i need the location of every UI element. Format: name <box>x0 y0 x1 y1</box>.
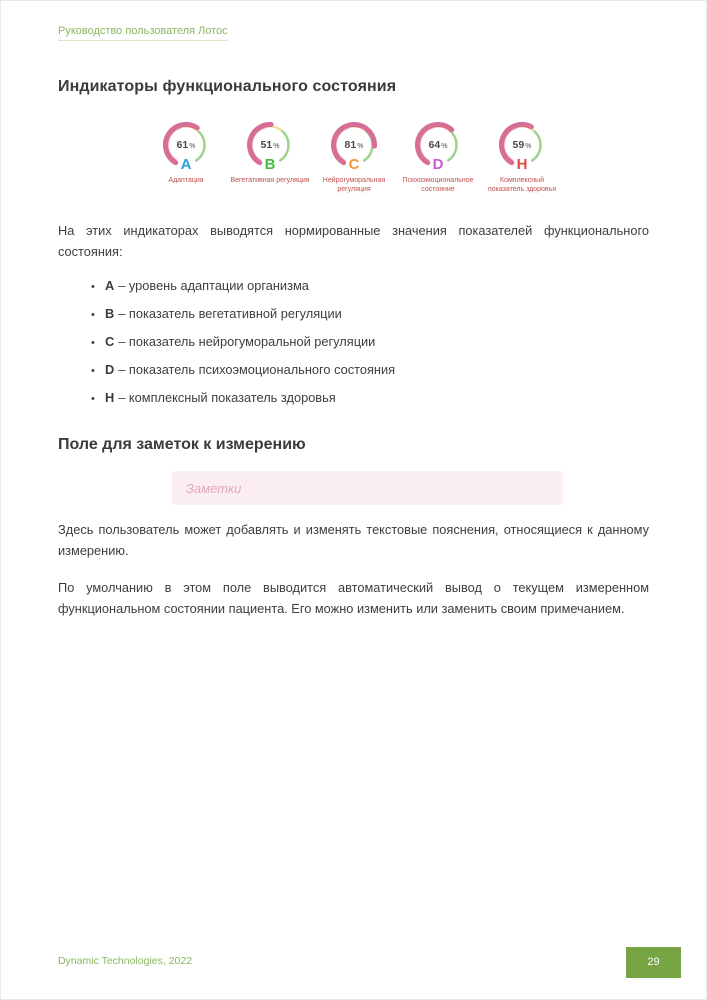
gauge-value: 64% <box>428 139 448 151</box>
page-number-badge: 29 <box>626 947 681 978</box>
bullet-text: – показатель вегетативной регуляции <box>118 306 342 321</box>
gauge-letter: A <box>180 156 192 173</box>
notes-paragraph-2: По умолчанию в этом поле выводится автоматический вывод о текущем измеренном функциональном состоянии пациента. Его можно изменить или заменить своим примечанием. <box>58 580 649 616</box>
gauge-caption: Адаптация <box>168 177 204 184</box>
indicator-bullet-list <box>58 277 649 408</box>
notes-paragraph-1: Здесь пользователь может добавлять и изменять текстовые пояснения, относящиеся к данному измерению. <box>58 522 649 558</box>
notes-input[interactable] <box>172 471 563 505</box>
running-header <box>58 1 649 41</box>
bullet-marker: • <box>91 393 95 405</box>
section-title-notes: Поле для заметок к измерению <box>58 436 306 453</box>
bullet-text: – комплексный показатель здоровья <box>118 390 336 405</box>
page-footer <box>1 947 706 979</box>
gauge-caption: Психоэмоциональное состояние <box>402 177 474 193</box>
gauge-caption: Вегетативная регуляция <box>230 177 310 184</box>
bullet-text: – уровень адаптации организма <box>118 278 309 293</box>
bullet-item: • B – показатель вегетативной регуляции <box>91 305 649 324</box>
indicators-intro-paragraph: На этих индикаторах выводятся нормированные значения показателей функционального состояния: <box>58 223 649 259</box>
section-title-indicators: Индикаторы функционального состояния <box>58 78 397 95</box>
gauge-value: 59% <box>512 139 532 151</box>
footer-company: Dynamic Technologies, 2022 <box>58 955 193 967</box>
bullet-marker: • <box>91 281 95 293</box>
gauge-caption: Нейрогуморальная регуляция <box>322 177 386 193</box>
gauge-letter: H <box>516 156 528 173</box>
bullet-text: – показатель нейрогуморальной регуляции <box>118 334 376 349</box>
gauge-d <box>396 120 480 194</box>
gauge-value: 51% <box>260 139 280 151</box>
bullet-item: • D – показатель психоэмоционального состояния <box>91 361 649 380</box>
bullet-item: • H – комплексный показатель здоровья <box>91 389 649 408</box>
gauge-letter: C <box>348 156 360 173</box>
gauge-value: 61% <box>176 139 196 151</box>
gauge-letter: B <box>264 156 276 173</box>
bullet-marker: • <box>91 365 95 377</box>
gauge-row <box>144 120 564 194</box>
bullet-marker: • <box>91 309 95 321</box>
gauge-b <box>228 120 312 194</box>
notes-field-wrap <box>172 471 563 505</box>
bullet-item: • C – показатель нейрогуморальной регуляции <box>91 333 649 352</box>
gauge-a <box>144 120 228 194</box>
gauge-h <box>480 120 564 194</box>
running-header-text: Руководство пользователя Лотос <box>58 25 228 41</box>
gauge-value: 81% <box>344 139 364 151</box>
bullet-item: • A – уровень адаптации организма <box>91 277 649 296</box>
gauge-caption: Комплексный показатель здоровья <box>487 177 557 193</box>
bullet-text: – показатель психоэмоционального состояния <box>118 362 396 377</box>
gauge-letter: D <box>432 156 444 173</box>
bullet-marker: • <box>91 337 95 349</box>
gauge-c <box>312 120 396 194</box>
